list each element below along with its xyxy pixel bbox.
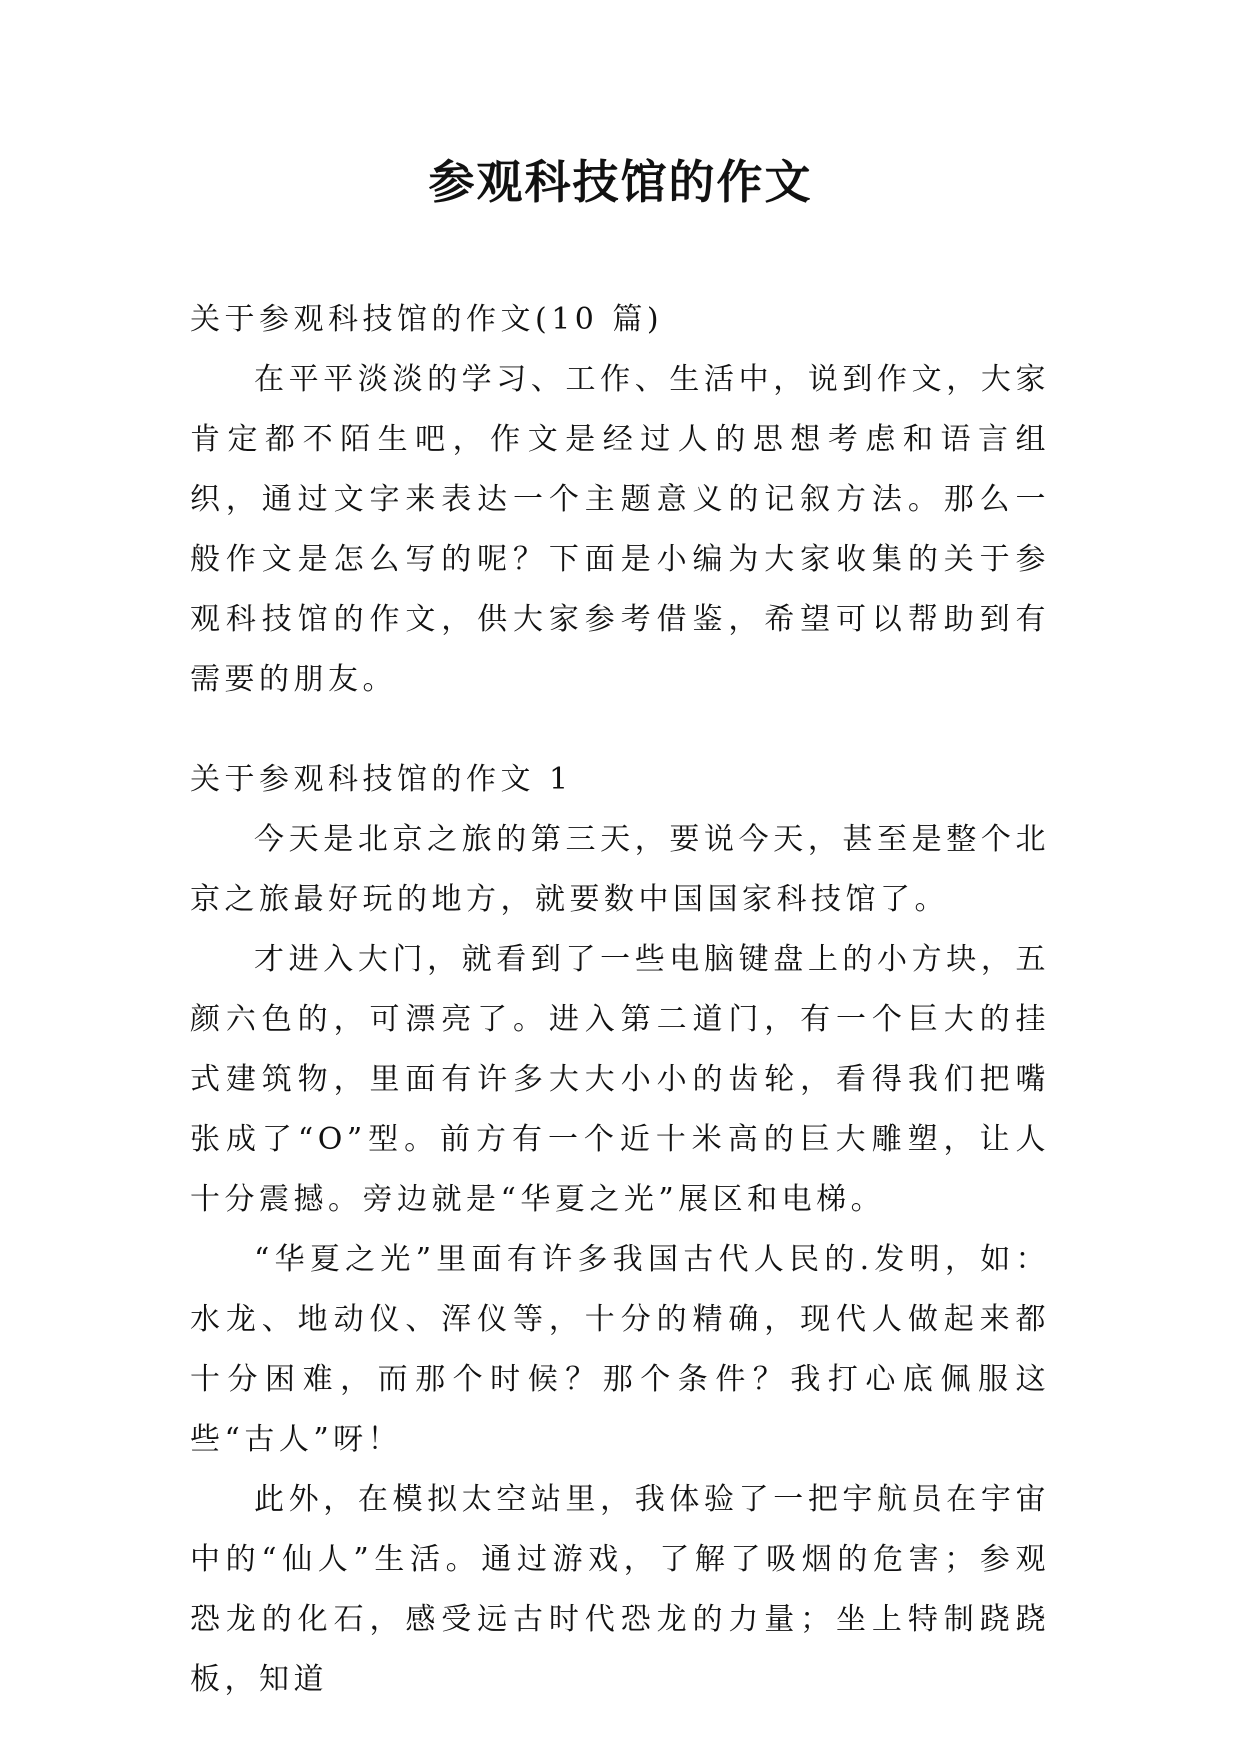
body-paragraph: “华夏之光”里面有许多我国古代人民的.发明，如：水龙、地动仪、浑仪等，十分的精确，现代人做起来都十分困难，而那个时候？那个条件？我打心底佩服这些“古人”呀！ <box>190 1242 1050 1457</box>
document-subtitle: 关于参观科技馆的作文(10 篇) <box>190 302 664 337</box>
body-paragraph: 今天是北京之旅的第三天，要说今天，甚至是整个北京之旅最好玩的地方，就要数中国国家科技馆了。 <box>190 822 1050 917</box>
section-heading: 关于参观科技馆的作文 1 <box>190 762 573 797</box>
intro-paragraph: 在平平淡淡的学习、工作、生活中，说到作文，大家肯定都不陌生吧，作文是经过人的思想考虑和语言组织，通过文字来表达一个主题意义的记叙方法。那么一般作文是怎么写的呢？下面是小编为大家收集的关于参观科技馆的作文，供大家参考借鉴，希望可以帮助到有需要的朋友。 <box>190 362 1050 697</box>
document-body <box>190 290 1050 1710</box>
document-title: 参观科技馆的作文 <box>428 155 813 209</box>
body-paragraph: 才进入大门，就看到了一些电脑键盘上的小方块，五颜六色的，可漂亮了。进入第二道门，有一个巨大的挂式建筑物，里面有许多大大小小的齿轮，看得我们把嘴张成了“O”型。前方有一个近十米高的巨大雕塑，让人十分震撼。旁边就是“华夏之光”展区和电梯。 <box>190 942 1050 1217</box>
section-spacer <box>190 710 1050 750</box>
body-paragraph: 此外，在模拟太空站里，我体验了一把宇航员在宇宙中的“仙人”生活。通过游戏，了解了吸烟的危害；参观恐龙的化石，感受远古时代恐龙的力量；坐上特制跷跷板，知道 <box>190 1482 1050 1697</box>
